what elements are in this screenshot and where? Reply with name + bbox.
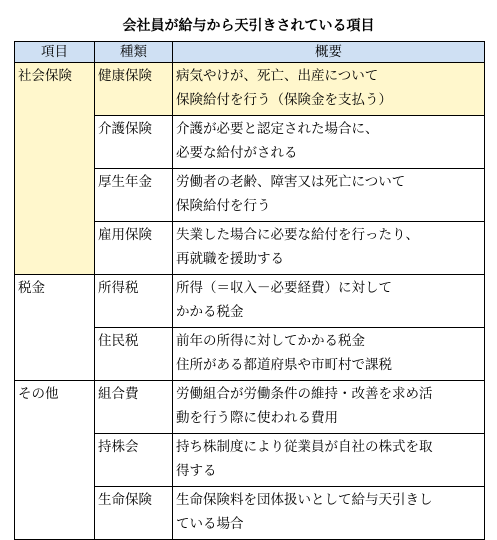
- table-title: 会社員が給与から天引きされている項目: [122, 18, 375, 34]
- summary-line: ている場合: [176, 516, 244, 532]
- summary-cell: [173, 63, 485, 116]
- type-cell: 介護保険: [95, 116, 173, 169]
- header-category: 項目: [15, 42, 95, 63]
- summary-cell: [173, 328, 485, 381]
- type-cell: 雇用保険: [95, 222, 173, 275]
- summary-line: 所得（＝収入－必要経費）に対して: [176, 280, 392, 296]
- summary-cell: [173, 169, 485, 222]
- summary-line: 再就職を援助する: [176, 251, 284, 267]
- type-cell: 住民税: [95, 328, 173, 381]
- summary-cell: [173, 381, 485, 434]
- category-cell-social-insurance: 社会保険: [15, 63, 95, 275]
- summary-line: 必要な給付がされる: [176, 145, 298, 161]
- summary-line: かかる税金: [176, 304, 244, 320]
- header-type: 種類: [95, 42, 173, 63]
- summary-cell: [173, 116, 485, 169]
- type-cell: 厚生年金: [95, 169, 173, 222]
- summary-line: 持ち株制度により従業員が自社の株式を取: [176, 439, 433, 455]
- table-row: [15, 63, 485, 116]
- category-cell-tax: 税金: [15, 275, 95, 381]
- summary-cell: [173, 487, 485, 540]
- category-cell-other: その他: [15, 381, 95, 540]
- summary-line: 介護が必要と認定された場合に、: [176, 121, 379, 137]
- summary-line: 労働者の老齢、障害又は死亡について: [176, 174, 406, 190]
- summary-line: 生命保険料を団体扱いとして給与天引きし: [176, 492, 433, 508]
- type-cell: 所得税: [95, 275, 173, 328]
- summary-line: 労働組合が労働条件の維持・改善を求め活: [176, 386, 433, 402]
- summary-line: 病気やけが、死亡、出産について: [176, 68, 379, 84]
- summary-cell: [173, 275, 485, 328]
- table-row: [15, 381, 485, 434]
- summary-line: 保険給付を行う: [176, 198, 271, 214]
- summary-line: 得する: [176, 463, 217, 479]
- summary-cell: [173, 222, 485, 275]
- summary-line: 失業した場合に必要な給付を行ったり、: [176, 227, 419, 243]
- header-row: [15, 42, 485, 63]
- summary-line: 動を行う際に使われる費用: [176, 410, 338, 426]
- type-cell: 組合費: [95, 381, 173, 434]
- summary-line: 保険給付を行う（保険金を支払う）: [176, 92, 392, 108]
- type-cell: 健康保険: [95, 63, 173, 116]
- summary-cell: [173, 434, 485, 487]
- summary-line: 前年の所得に対してかかる税金: [176, 333, 365, 349]
- type-cell: 持株会: [95, 434, 173, 487]
- summary-line: 住所がある都道府県や市町村で課税: [176, 357, 392, 373]
- type-cell: 生命保険: [95, 487, 173, 540]
- header-summary: 概要: [173, 42, 485, 63]
- deductions-table: [14, 41, 485, 540]
- table-row: [15, 275, 485, 328]
